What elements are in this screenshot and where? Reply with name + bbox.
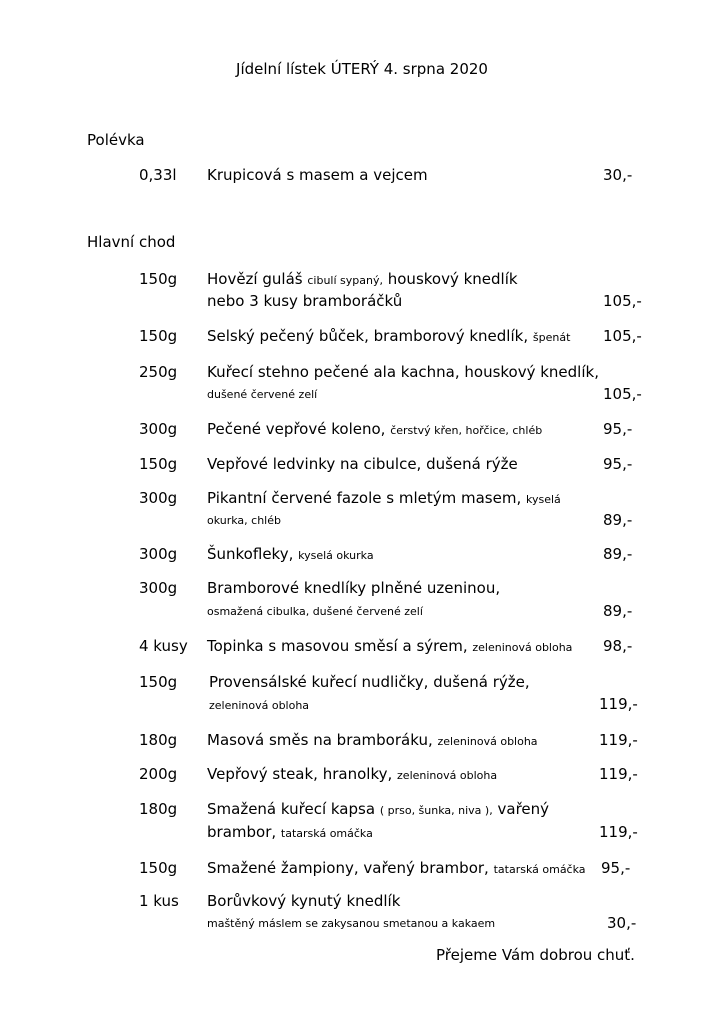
- item-name: Šunkofleky,: [207, 545, 294, 563]
- item-price: 89,-: [603, 511, 633, 529]
- section-heading-soup: Polévka: [87, 131, 145, 149]
- item-quantity: 250g: [139, 363, 178, 381]
- item-line-1: [207, 455, 518, 473]
- item-quantity: 1 kus: [139, 892, 179, 910]
- item-side-note: čerstvý křen, hořčice, chléb: [390, 424, 543, 437]
- section-heading-main: Hlavní chod: [87, 233, 176, 251]
- item-price: 95,-: [601, 859, 631, 877]
- item-name-continued: vařený: [497, 800, 550, 818]
- item-side-note: tatarská omáčka: [493, 863, 586, 876]
- menu-title: Jídelní lístek ÚTERÝ 4. srpna 2020: [236, 60, 488, 78]
- item-line-1: [207, 327, 570, 345]
- item-name: Selský pečený bůček, bramborový knedlík,: [207, 327, 529, 345]
- item-quantity: 150g: [139, 270, 178, 288]
- item-quantity: 180g: [139, 731, 178, 749]
- item-name: Vepřové ledvinky na cibulce, dušená rýže: [207, 455, 518, 473]
- item-name-continued: houskový knedlík: [387, 270, 518, 288]
- item-price: 119,-: [599, 823, 638, 841]
- item-line-2: dušené červené zelí: [207, 388, 318, 401]
- item-quantity: 150g: [139, 859, 178, 877]
- item-line-1: [207, 579, 500, 597]
- item-line-2: zeleninová obloha: [209, 699, 310, 712]
- item-price: 95,-: [603, 420, 633, 438]
- item-line-1: [209, 673, 530, 691]
- item-line-1: [207, 892, 400, 910]
- item-line-1: [207, 420, 542, 438]
- item-quantity: 150g: [139, 327, 178, 345]
- closing-wish: Přejeme Vám dobrou chuť.: [436, 946, 635, 964]
- item-quantity: 300g: [139, 420, 178, 438]
- item-line-1: [207, 637, 572, 655]
- item-price: 105,-: [603, 327, 642, 345]
- item-quantity: 150g: [139, 673, 178, 691]
- item-name: Provensálské kuřecí nudličky, dušená rýže,: [209, 673, 530, 691]
- item-side-note: kyselá okurka: [298, 549, 374, 562]
- item-price: 119,-: [599, 695, 638, 713]
- item-name: Borůvkový kynutý knedlík: [207, 892, 401, 910]
- item-line-2: maštěný máslem se zakysanou smetanou a kakaem: [207, 917, 496, 930]
- item-price: 105,-: [603, 292, 642, 310]
- item-price: 89,-: [603, 602, 633, 620]
- item-name: Pečené vepřové koleno,: [207, 420, 386, 438]
- item-price: 89,-: [603, 545, 633, 563]
- item-quantity: 150g: [139, 455, 178, 473]
- item-line-2: [207, 823, 373, 841]
- item-name: Topinka s masovou směsí a sýrem,: [207, 637, 468, 655]
- item-name: Vepřový steak, hranolky,: [207, 765, 393, 783]
- item-line-1: [207, 270, 518, 288]
- item-line-1: [207, 545, 374, 563]
- item-line-1: [207, 800, 549, 818]
- item-price: 105,-: [603, 385, 642, 403]
- item-side-note: cibulí sypaný,: [307, 274, 383, 287]
- item-line-2: okurka, chléb: [207, 514, 281, 527]
- item-price: 119,-: [599, 765, 638, 783]
- item-quantity: 300g: [139, 545, 178, 563]
- item-quantity: 180g: [139, 800, 178, 818]
- item-quantity: 300g: [139, 579, 178, 597]
- item-name: Smažené žampiony, vařený brambor,: [207, 859, 489, 877]
- item-side-note: zeleninová obloha: [437, 735, 538, 748]
- item-side-note: zeleninová obloha: [472, 641, 573, 654]
- item-name: Hovězí guláš: [207, 270, 303, 288]
- item-line-2: osmažená cibulka, dušené červené zelí: [207, 605, 423, 618]
- item-quantity: 200g: [139, 765, 178, 783]
- item-line-1: [207, 765, 497, 783]
- item-name: Kuřecí stehno pečené ala kachna, houskový knedlík,: [207, 363, 599, 381]
- item-price: 30,-: [603, 166, 633, 184]
- item-line-1: [207, 363, 599, 381]
- item-side-note: zeleninová obloha: [397, 769, 498, 782]
- item-name: Bramborové knedlíky plněné uzeninou,: [207, 579, 501, 597]
- item-side-note: kyselá: [526, 493, 561, 506]
- item-price: 119,-: [599, 731, 638, 749]
- item-name: Smažená kuřecí kapsa: [207, 800, 376, 818]
- item-quantity: 0,33l: [139, 166, 177, 184]
- item-name-line-2: brambor,: [207, 823, 277, 841]
- item-name: Krupicová s masem a vejcem: [207, 166, 428, 184]
- item-name: Pikantní červené fazole s mletým masem,: [207, 489, 522, 507]
- item-side-note: špenát: [532, 331, 571, 344]
- item-line-1: [207, 859, 586, 877]
- item-price: 95,-: [603, 455, 633, 473]
- item-line-2: nebo 3 kusy bramboráčků: [207, 292, 403, 310]
- item-line-1: [207, 731, 538, 749]
- item-side-note: tatarská omáčka: [280, 827, 373, 840]
- item-side-note: ( prso, šunka, niva ),: [379, 804, 493, 817]
- item-price: 98,-: [603, 637, 633, 655]
- item-line-1: [207, 489, 561, 507]
- item-quantity: 300g: [139, 489, 178, 507]
- item-price: 30,-: [607, 914, 637, 932]
- item-quantity: 4 kusy: [139, 637, 188, 655]
- item-name: Masová směs na bramboráku,: [207, 731, 433, 749]
